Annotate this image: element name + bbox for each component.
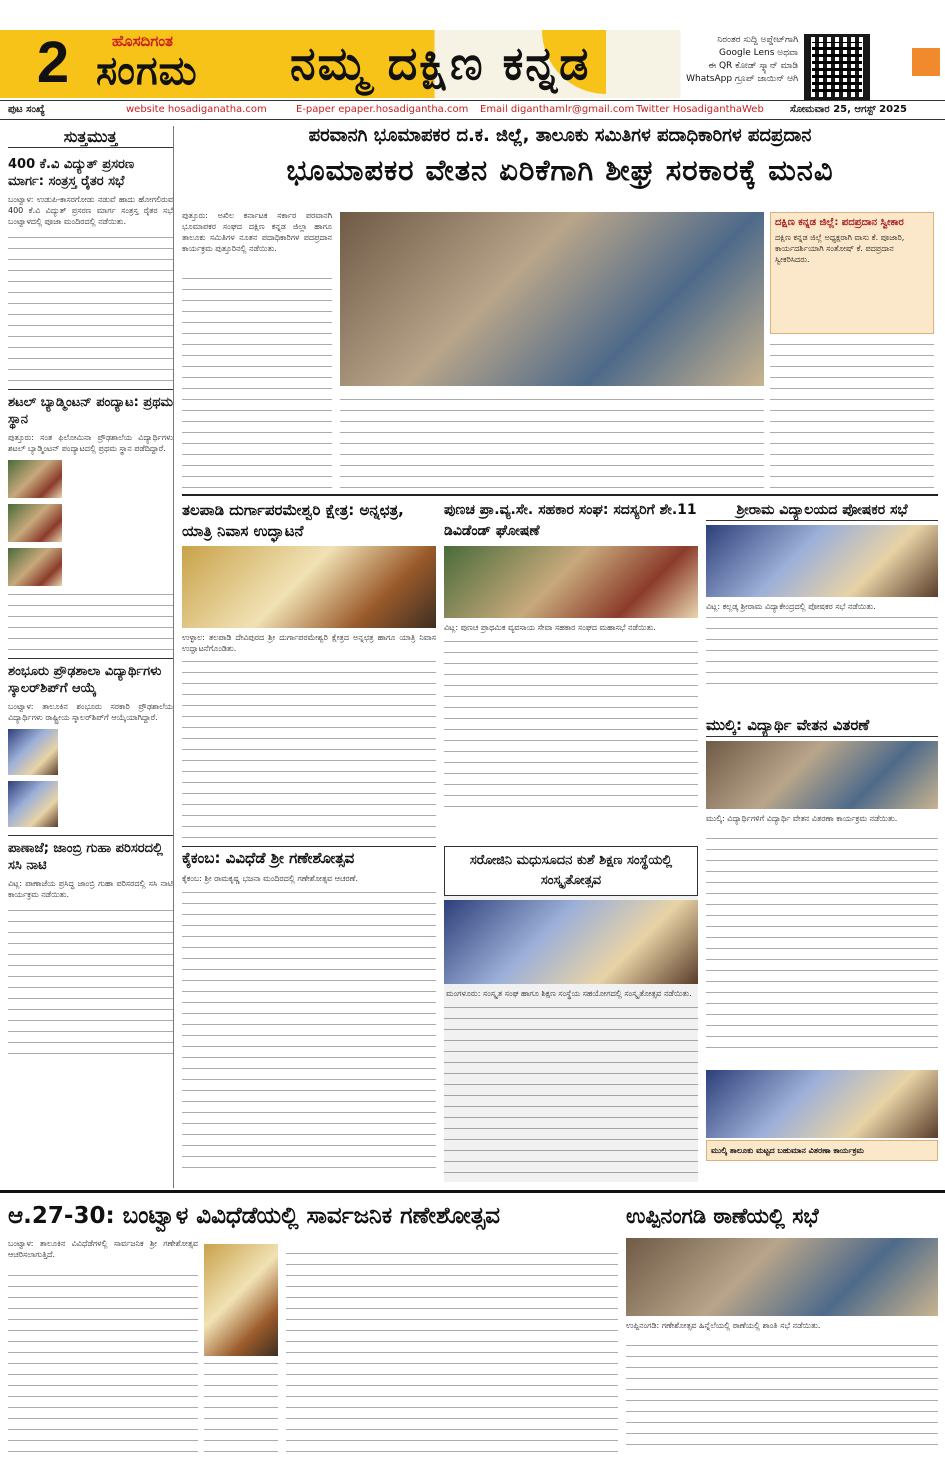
student-photo	[8, 548, 62, 586]
info-strip	[0, 100, 945, 120]
story-photo	[626, 1238, 938, 1316]
student-photo	[8, 729, 58, 775]
story-title: ಆ.27-30: ಬಂಟ್ವಾಳ ವಿವಿಧೆಡೆಯಲ್ಲಿ ಸಾರ್ವಜನಿಕ ಗಣೇಶೋತ್ಸವ	[8, 1203, 500, 1229]
story-photo	[706, 741, 938, 809]
lead-kicker: ಪರವಾನಗಿ ಭೂಮಾಪಕರ ದ.ಕ. ಜಿಲ್ಲೆ, ತಾಲೂಕು ಸಮಿತಿಗಳ ಪದಾಧಿಕಾರಿಗಳ ಪದಪ್ರದಾನ	[308, 125, 812, 146]
story-uppinangadi	[626, 1198, 938, 1454]
story-photo	[706, 525, 938, 597]
story-body: ಬಂಟ್ವಾಳ: ಉಡುಪಿ-ಕಾಸರಗೋಡು ನಡುವೆ ಹಾದು ಹೋಗಲಿರುವ 400 ಕೆ.ವಿ ವಿದ್ಯುತ್ ಪ್ರಸರಣ ಮಾರ್ಗ ಸಂತ್ರಸ್ತ ರೈತರ ಸಭೆ ಬಂಟ್ವಾಳದಲ್ಲಿ ಪೂಜಾ ಮಂದಿರದಲ್ಲಿ ನಡೆಯಿತು.	[8, 195, 173, 226]
story-text-block	[626, 1335, 938, 1445]
sidebar-title: ದಕ್ಷಿಣ ಕನ್ನಡ ಜಿಲ್ಲೆ: ಪದಪ್ರದಾನ ಸ್ವೀಕಾರ	[775, 217, 904, 228]
story-text-block	[8, 231, 173, 381]
story-text-block	[8, 904, 173, 1054]
story-body: ಮಂಗಳೂರು: ಸಂಸ್ಕೃತ ಸಂಘ ಹಾಗೂ ಶಿಕ್ಷಣ ಸಂಸ್ಥೆಯ ಸಹಯೋಗದಲ್ಲಿ ಸಂಸ್ಕೃತೋತ್ಸವ ನಡೆಯಿತು.	[446, 989, 692, 998]
story-kaikamba	[182, 846, 436, 1182]
student-photo	[8, 504, 62, 542]
lead-story	[182, 124, 938, 492]
story-body: ಕೈಕಂಬ: ಶ್ರೀ ರಾಮಕೃಷ್ಣ ಭಜನಾ ಮಂದಿರದಲ್ಲಿ ಗಣೇಶೋತ್ಸವ ಆಚರಣೆ.	[182, 874, 359, 883]
epaper-link[interactable]: E-paper epaper.hosadigantha.com	[296, 104, 469, 115]
lead-text-block	[770, 338, 934, 488]
story-text-block	[444, 1003, 698, 1173]
qr-instructions: ನಿರಂತರ ಸುದ್ದಿ ಅಪ್ಡೇಟ್‌ಗಾಗಿ Google Lens ಅಥವಾ ಈ QR ಕೋಡ್ ಸ್ಕ್ಯಾನ್ ಮಾಡಿ WhatsApp ಗ್ರೂಪ್ ಜಾಯಿನ್ ಆಗಿ	[686, 35, 798, 84]
lead-body: ಪುತ್ತೂರು: ಅಖಿಲ ಕರ್ನಾಟಕ ಸರ್ಕಾರ ಪರವಾನಗಿ ಭೂಮಾಪಕರ ಸಂಘದ ದಕ್ಷಿಣ ಕನ್ನಡ ಜಿಲ್ಲಾ ಹಾಗೂ ತಾಲೂಕು ಸಮಿತಿಗಳ ನೂತನ ಪದಾಧಿಕಾರಿಗಳ ಪದಪ್ರದಾನ ಕಾರ್ಯಕ್ರಮ ಪುತ್ತೂರಿನಲ್ಲಿ ನಡೆಯಿತು.	[182, 211, 332, 253]
story-mulki	[706, 714, 938, 1068]
story-text-block	[444, 637, 698, 807]
story-text-block	[182, 658, 436, 838]
edition-label: ಪುಟ ಸಂಖ್ಯೆ	[8, 104, 45, 115]
website-link[interactable]: website hosadiganatha.com	[126, 104, 267, 115]
mulki-photo-box	[706, 1070, 938, 1182]
story-photo	[444, 546, 698, 618]
column-title: ಸುತ್ತಮುತ್ತ	[8, 126, 173, 148]
page-number: 2	[36, 30, 70, 95]
story-body: ಪುತ್ತೂರು: ಸಂತ ಫಿಲೋಮಿನಾ ಪ್ರೌಢಶಾಲೆಯ ವಿದ್ಯಾರ್ಥಿಗಳು ಶಟಲ್ ಬ್ಯಾಡ್ಮಿಂಟನ್ ಪಂದ್ಯಾಟದಲ್ಲಿ ಪ್ರಥಮ ಸ್ಥಾನ ಪಡೆದಿದ್ದಾರೆ.	[8, 433, 173, 453]
story-title: ಕೈಕಂಬ: ವಿವಿಧೆಡೆ ಶ್ರೀ ಗಣೇಶೋತ್ಸವ	[182, 846, 436, 869]
story-photo	[182, 546, 436, 628]
story-text-block	[182, 888, 436, 1168]
left-column	[8, 126, 174, 1188]
story-sarojini	[444, 846, 698, 1182]
student-photo	[8, 460, 62, 498]
photo-caption: ಮುಲ್ಕಿ ತಾಲೂಕು ಮಟ್ಟದ ಬಹುಮಾನ ವಿತರಣಾ ಕಾರ್ಯಕ್ರಮ	[706, 1140, 938, 1161]
newspaper-tagline: ಹೊಸದಿಗಂತ	[112, 32, 173, 50]
story-text-block	[706, 616, 938, 684]
story-title: ಉಪ್ಪಿನಂಗಡಿ ಠಾಣೆಯಲ್ಲಿ ಸಭೆ	[626, 1204, 819, 1228]
story-body: ಉಪ್ಪಿನಂಗಡಿ: ಗಣೇಶೋತ್ಸವ ಹಿನ್ನೆಲೆಯಲ್ಲಿ ಠಾಣೆಯಲ್ಲಿ ಶಾಂತಿ ಸಭೆ ನಡೆಯಿತು.	[626, 1321, 821, 1330]
section-divider	[0, 1190, 945, 1193]
story-text-block	[706, 828, 938, 1048]
story-body: ವಿಟ್ಲ: ಪುಣಚ ಪ್ರಾಥಮಿಕ ವ್ಯವಸಾಯ ಸೇವಾ ಸಹಕಾರ ಸಂಘದ ಮಹಾಸಭೆ ನಡೆಯಿತು.	[444, 623, 656, 632]
story-punacha	[444, 500, 698, 840]
story-photo	[706, 1070, 938, 1138]
issue-date: ಸೋಮವಾರ 25, ಆಗಸ್ಟ್ 2025	[790, 104, 907, 115]
story-body: ಉಳ್ಳಾಲ: ತಲಪಾಡಿ ದೇವಿಪುರದ ಶ್ರೀ ದುರ್ಗಾಪರಮೇಶ್ವರಿ ಕ್ಷೇತ್ರದ ಅನ್ನಛತ್ರ ಹಾಗೂ ಯಾತ್ರಿ ನಿವಾಸ ಉದ್ಘಾಟನೆಗೊಂಡಿತು.	[182, 633, 436, 653]
section-title: ನಮ್ಮ ದಕ್ಷಿಣ ಕನ್ನಡ	[290, 36, 591, 90]
story-title: ಮುಲ್ಕಿ: ವಿದ್ಯಾರ್ಥಿ ವೇತನ ವಿತರಣೆ	[706, 714, 938, 737]
story-talapadi	[182, 500, 436, 840]
story-body: ವಿಟ್ಲ: ಪಾಣಾಜೆಯ ಪ್ರಸಿದ್ಧ ಜಾಂಬ್ರಿ ಗುಹಾ ಪರಿಸರದಲ್ಲಿ ಸಸಿ ನಾಟಿ ಕಾರ್ಯಕ್ರಮ ನಡೆಯಿತು.	[8, 879, 173, 899]
email-link[interactable]: Email diganthamlr@gmail.com	[480, 104, 635, 115]
lead-headline: ಭೂಮಾಪಕರ ವೇತನ ಏರಿಕೆಗಾಗಿ ಶೀಘ್ರ ಸರಕಾರಕ್ಕೆ ಮನವಿ	[286, 153, 834, 187]
story-title: ಪಾಣಾಜೆ; ಜಾಂಬ್ರಿ ಗುಹಾ ಪರಿಸರದಲ್ಲಿ ಸಸಿ ನಾಟಿ	[8, 835, 173, 874]
brand-title: ಸಂಗಮ	[96, 48, 198, 94]
story-body: ವಿಟ್ಲ: ಕಲ್ಲಡ್ಕ ಶ್ರೀರಾಮ ವಿದ್ಯಾಕೇಂದ್ರದಲ್ಲಿ ಪೋಷಕರ ಸಭೆ ನಡೆಯಿತು.	[706, 602, 876, 611]
student-photo	[8, 781, 58, 827]
lead-text-block	[182, 274, 332, 488]
story-body: ಮುಲ್ಕಿ: ವಿದ್ಯಾರ್ಥಿಗಳಿಗೆ ವಿದ್ಯಾರ್ಥಿ ವೇತನ ವಿತರಣಾ ಕಾರ್ಯಕ್ರಮ ನಡೆಯಿತು.	[706, 814, 898, 823]
story-bantwal-ganesha	[8, 1198, 618, 1454]
story-text-block	[8, 1268, 198, 1452]
ganesha-photo	[204, 1244, 278, 1356]
story-text-block	[8, 590, 173, 650]
story-title: ಸರೋಜಿನಿ ಮಧುಸೂದನ ಕುಶೆ ಶಿಕ್ಷಣ ಸಂಸ್ಥೆಯಲ್ಲಿ ಸಂಸ್ಕೃತೋತ್ಸವ	[444, 846, 698, 896]
story-title: ಶಟಲ್ ಬ್ಯಾಡ್ಮಿಂಟನ್ ಪಂದ್ಯಾಟ: ಪ್ರಥಮ ಸ್ಥಾನ	[8, 389, 173, 428]
story-title: ಶಂಭೂರು ಪ್ರೌಢಶಾಲಾ ವಿದ್ಯಾರ್ಥಿಗಳು ಸ್ಕಾಲರ್‌ಶಿಪ್‌ಗೆ ಆಯ್ಕೆ	[8, 658, 173, 697]
sidebar-body: ದಕ್ಷಿಣ ಕನ್ನಡ ಜಿಲ್ಲೆ ಅಧ್ಯಕ್ಷರಾಗಿ ವಾಸು ಕೆ. ಪೂಜಾರಿ, ಕಾರ್ಯದರ್ಶಿಯಾಗಿ ಸಂತೋಷ್ ಕೆ. ಪದಪ್ರದಾನ ಸ್ವೀಕರಿಸಿದರು.	[775, 233, 905, 264]
story-body: ಬಂಟ್ವಾಳ: ತಾಲೂಕಿನ ವಿವಿಧೆಡೆಗಳಲ್ಲಿ ಸಾರ್ವಜನಿಕ ಶ್ರೀ ಗಣೇಶೋತ್ಸವ ಆಚರಿಸಲಾಗುತ್ತಿದೆ.	[8, 1239, 198, 1259]
decorative-square	[912, 48, 940, 76]
story-photo	[444, 900, 698, 984]
story-body: ಬಂಟ್ವಾಳ: ತಾಲೂಕಿನ ಶಂಭೂರು ಸರಕಾರಿ ಪ್ರೌಢಶಾಲೆಯ ವಿದ್ಯಾರ್ಥಿಗಳು ರಾಷ್ಟ್ರೀಯ ಸ್ಕಾಲರ್‌ಶಿಪ್‌ಗೆ ಆಯ್ಕೆಯಾಗಿದ್ದಾರೆ.	[8, 702, 173, 722]
lead-sidebar	[770, 212, 934, 334]
qr-code-pattern	[812, 42, 862, 92]
twitter-link[interactable]: Twitter HosadiganthaWeb	[636, 104, 764, 115]
section-divider	[182, 494, 938, 496]
lead-text-block	[340, 392, 764, 488]
story-text-block	[286, 1244, 618, 1452]
story-title: ಪುಣಚ ಪ್ರಾ.ವ್ಯ.ಸೇ. ಸಹಕಾರ ಸಂಘ: ಸದಸ್ಯರಿಗೆ ಶೇ.11 ಡಿವಿಡೆಂಡ್ ಘೋಷಣೆ	[444, 502, 697, 539]
story-text-block	[204, 1360, 278, 1452]
story-shriram	[706, 500, 938, 708]
story-title: ತಲಪಾಡಿ ದುರ್ಗಾಪರಮೇಶ್ವರಿ ಕ್ಷೇತ್ರ: ಅನ್ನಛತ್ರ, ಯಾತ್ರಿ ನಿವಾಸ ಉದ್ಘಾಟನೆ	[182, 501, 404, 540]
story-title: 400 ಕೆ.ವಿ ವಿದ್ಯುತ್ ಪ್ರಸರಣ ಮಾರ್ಗ: ಸಂತ್ರಸ್ತ ರೈತರ ಸಭೆ	[8, 157, 135, 189]
lead-photo	[340, 212, 764, 386]
story-title: ಶ್ರೀರಾಮ ವಿದ್ಯಾಲಯದ ಪೋಷಕರ ಸಭೆ	[706, 500, 938, 521]
